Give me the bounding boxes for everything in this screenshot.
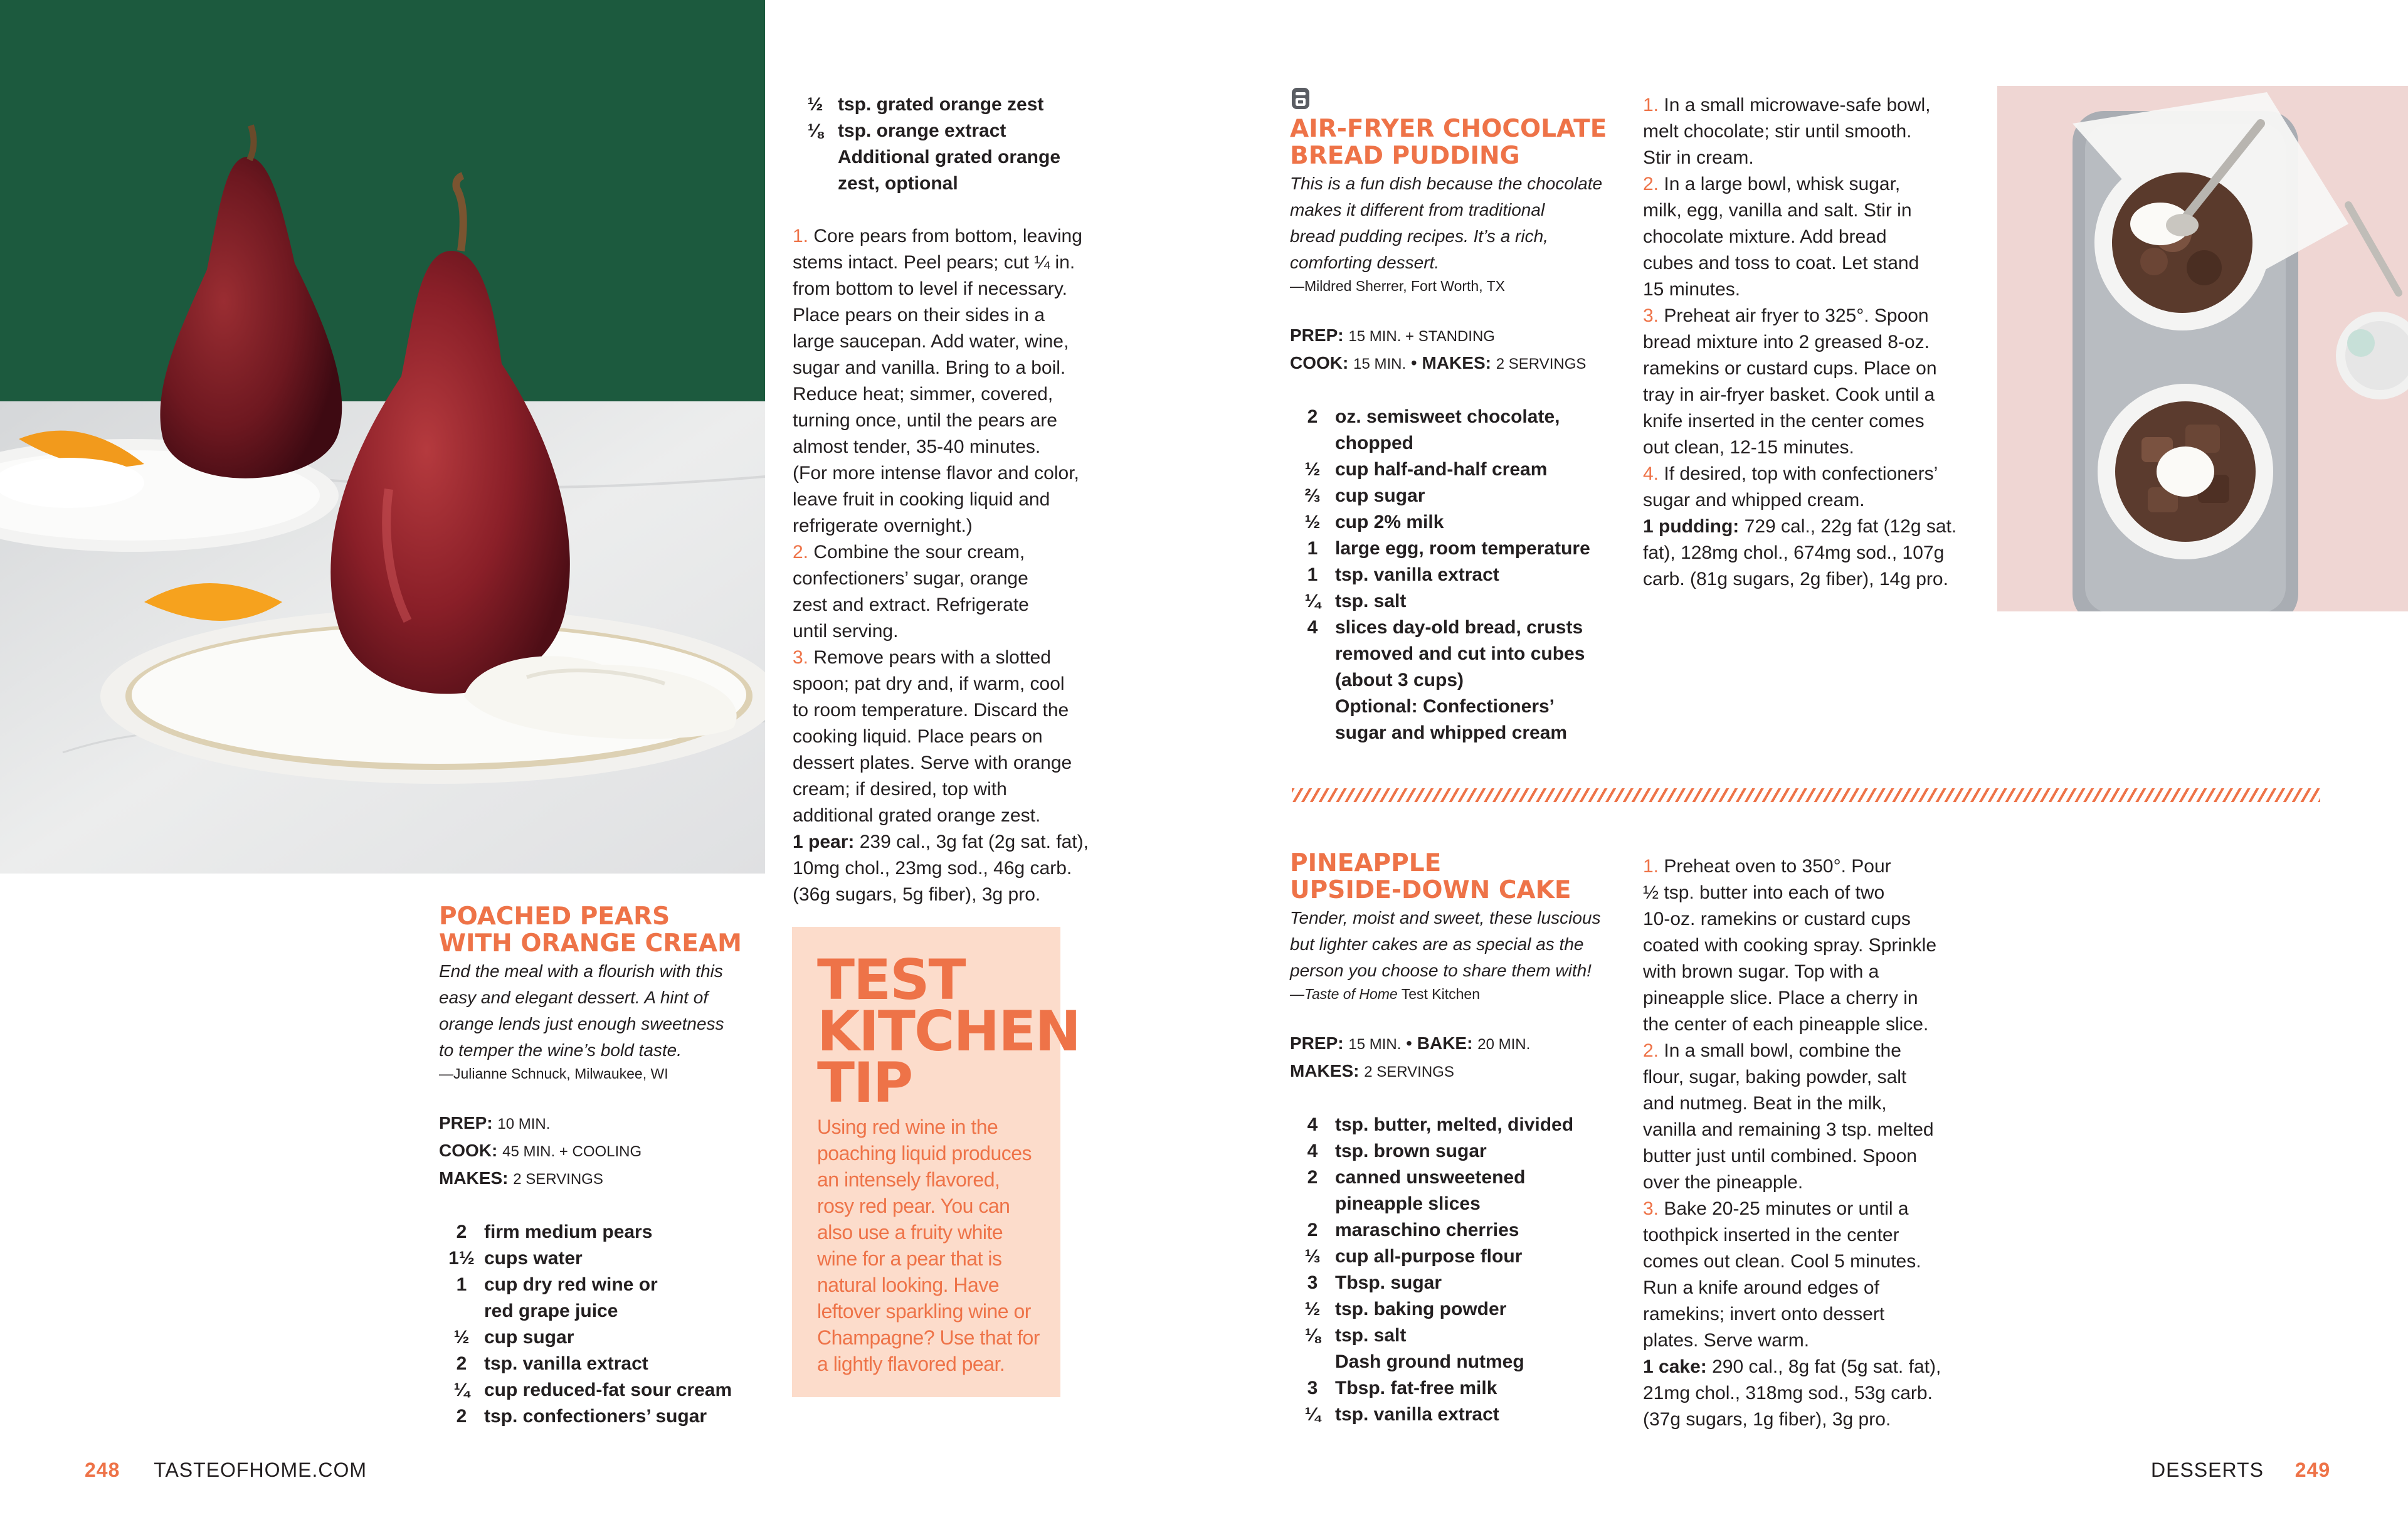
page-number: 248 <box>85 1459 120 1481</box>
nutrition-line: 1 pudding: 729 cal., 22g fat (12g sat. <box>1643 516 1957 537</box>
step-line: chocolate mixture. Add bread <box>1643 226 1887 247</box>
nutrition-line: 21mg chol., 318mg sod., 53g carb. <box>1643 1383 1933 1403</box>
step-line: bread mixture into 2 greased 8-oz. <box>1643 332 1930 352</box>
nutrition-label: 1 pudding: <box>1643 516 1740 537</box>
recipe-intro: End the meal with a flourish with this easy and elegant dessert. A hint of orange lends just enough sweetness to temper the wine’s bold taste. <box>439 961 724 1060</box>
bread-pudding-header <box>1290 115 1629 746</box>
ingredient-row: pineapple slices <box>1335 1193 1481 1214</box>
nutrition-label: 1 cake: <box>1643 1356 1707 1377</box>
right-page-footer <box>2151 1457 2330 1482</box>
ingredient-row: 2 maraschino cherries <box>1307 1220 1519 1240</box>
step-number: 1. <box>1643 95 1659 115</box>
recipe-byline: —Taste of Home Test Kitchen <box>1290 986 1480 1002</box>
ingredient-row: zest, optional <box>838 173 958 194</box>
step-line: cubes and toss to coat. Let stand <box>1643 253 1920 273</box>
recipe-times: PREP: 15 MIN. + STANDING COOK: 15 MIN. • MAKES: 2 SERVINGS <box>1290 325 1587 372</box>
recipe-byline: —Mildred Sherrer, Fort Worth, TX <box>1290 278 1505 294</box>
recipe-title: POACHED PEARS WITH ORANGE CREAM <box>439 902 742 958</box>
step-line: milk, egg, vanilla and salt. Stir in <box>1643 200 1912 221</box>
step-line: cream; if desired, top with <box>793 779 1007 800</box>
step-line: ½ tsp. butter into each of two <box>1643 882 1885 903</box>
step-line: 4. If desired, top with confectioners’ <box>1643 463 1938 484</box>
ingredient-row: 4 tsp. brown sugar <box>1307 1141 1487 1161</box>
step-number: 3. <box>793 647 809 668</box>
pears-ingredients-continued <box>793 92 1087 197</box>
ingredient-row: (about 3 cups) <box>1335 670 1464 690</box>
pears-recipe-header <box>439 903 765 1430</box>
ingredient-row: 1 large egg, room temperature <box>1307 538 1590 559</box>
tip-title: TEST KITCHEN TIP <box>817 948 1080 1115</box>
step-line: 1. Preheat oven to 350°. Pour <box>1643 856 1891 877</box>
tip-text: Using red wine in the poaching liquid produces an intensely flavored, rosy red pear. You can also use a fruity white wine for a pear that is natural looking. Have leftover sparkling wine or Champagne? Use that for a lightly flavored pear. <box>817 1116 1040 1375</box>
step-line: coated with cooking spray. Sprinkle <box>1643 935 1937 956</box>
step-line: 3. Preheat air fryer to 325°. Spoon <box>1643 305 1929 326</box>
step-number: 1. <box>793 226 809 246</box>
step-line: pineapple slice. Place a cherry in <box>1643 988 1918 1008</box>
nutrition-line: 10mg chol., 23mg sod., 46g carb. <box>793 858 1072 879</box>
step-line: over the pineapple. <box>1643 1172 1803 1193</box>
step-line: comes out clean. Cool 5 minutes. <box>1643 1251 1921 1272</box>
ingredient-row: Dash ground nutmeg <box>1335 1351 1524 1372</box>
step-line: until serving. <box>793 621 899 642</box>
step-line: the center of each pineapple slice. <box>1643 1014 1929 1035</box>
ingredient-row: ⅓ cup all-purpose flour <box>1304 1246 1523 1267</box>
step-line: stems intact. Peel pears; cut ¼ in. <box>793 252 1075 273</box>
nutrition-line: 1 cake: 290 cal., 8g fat (5g sat. fat), <box>1643 1356 1941 1377</box>
ingredient-row: chopped <box>1335 433 1413 453</box>
recipe-title: AIR-FRYER CHOCOLATE BREAD PUDDING <box>1290 115 1607 170</box>
ingredient-row: 2 canned unsweetened <box>1307 1167 1526 1188</box>
ingredient-row: Optional: Confectioners’ <box>1335 696 1555 717</box>
step-line: additional grated orange zest. <box>793 805 1041 826</box>
step-line: large saucepan. Add water, wine, <box>793 331 1069 352</box>
ingredient-row: ⅛ tsp. orange extract <box>807 120 1006 141</box>
bread-pudding-ingredients <box>1290 404 1629 746</box>
recipe-byline: —Julianne Schnuck, Milwaukee, WI <box>439 1065 668 1082</box>
nutrition-line: (37g sugars, 1g fiber), 3g pro. <box>1643 1409 1891 1430</box>
step-line: to room temperature. Discard the <box>793 700 1069 721</box>
ingredient-row: ½ tsp. baking powder <box>1304 1299 1507 1319</box>
left-page-footer <box>85 1457 367 1482</box>
step-line: Stir in cream. <box>1643 147 1754 168</box>
step-line: 2. In a large bowl, whisk sugar, <box>1643 174 1901 194</box>
step-line: 1. Core pears from bottom, leaving <box>793 226 1082 246</box>
pears-directions <box>793 223 1119 908</box>
ingredient-row: 4 slices day-old bread, crusts <box>1307 617 1583 638</box>
step-line: Run a knife around edges of <box>1643 1277 1879 1298</box>
step-number: 2. <box>1643 174 1659 194</box>
pineapple-cake-header <box>1290 850 1641 1428</box>
step-line: 3. Remove pears with a slotted <box>793 647 1051 668</box>
recipe-intro: Tender, moist and sweet, these luscious but lighter cakes are as special as the person you choose to share them with! <box>1290 908 1601 980</box>
recipe-divider <box>1292 788 2320 802</box>
recipe-times: PREP: 15 MIN. • BAKE: 20 MIN. MAKES: 2 SERVINGS <box>1290 1033 1531 1080</box>
ingredient-row: ⅔ cup sugar <box>1304 485 1425 506</box>
step-line: 2. Combine the sour cream, <box>793 542 1025 563</box>
ingredient-row: ½ tsp. grated orange zest <box>807 94 1044 115</box>
air-fryer-icon <box>1291 87 1311 110</box>
nutrition-label: 1 pear: <box>793 832 855 852</box>
page-number: 249 <box>2294 1459 2331 1481</box>
step-line: almost tender, 35-40 minutes. <box>793 436 1041 457</box>
step-line: cooking liquid. Place pears on <box>793 726 1043 747</box>
step-line: ramekins or custard cups. Place on <box>1643 358 1937 379</box>
step-line: Place pears on their sides in a <box>793 305 1045 325</box>
step-line: plates. Serve warm. <box>1643 1330 1810 1351</box>
step-line: 3. Bake 20-25 minutes or until a <box>1643 1198 1909 1219</box>
bread-pudding-directions <box>1643 92 1994 593</box>
step-line: from bottom to level if necessary. <box>793 278 1067 299</box>
step-line: ramekins; invert onto dessert <box>1643 1304 1885 1324</box>
poached-pears-illustration <box>0 0 765 874</box>
recipe-intro: This is a fun dish because the chocolate makes it different from traditional bread pudding recipes. It’s a rich, comforting dessert. <box>1290 174 1603 272</box>
step-line: out clean, 12-15 minutes. <box>1643 437 1854 458</box>
nutrition-line: carb. (81g sugars, 2g fiber), 14g pro. <box>1643 569 1948 589</box>
step-line: flour, sugar, baking powder, salt <box>1643 1067 1907 1087</box>
ingredient-row: 4 tsp. butter, melted, divided <box>1307 1114 1574 1135</box>
step-line: spoon; pat dry and, if warm, cool <box>793 673 1065 694</box>
website-label: TASTEOFHOME.COM <box>154 1459 367 1481</box>
step-line: 10-oz. ramekins or custard cups <box>1643 909 1911 929</box>
step-line: dessert plates. Serve with orange <box>793 753 1072 773</box>
pears-ingredients <box>439 1219 765 1430</box>
ingredient-row: 2 tsp. vanilla extract <box>456 1353 648 1374</box>
poached-pears-photo <box>0 0 765 874</box>
ingredient-row: removed and cut into cubes <box>1335 643 1585 664</box>
nutrition-line: (36g sugars, 5g fiber), 3g pro. <box>793 884 1041 905</box>
step-line: sugar and whipped cream. <box>1643 490 1865 510</box>
step-number: 2. <box>793 542 809 563</box>
ingredient-row: Additional grated orange <box>838 147 1061 167</box>
ingredient-row: 2 tsp. confectioners’ sugar <box>456 1406 707 1427</box>
step-line: butter just until combined. Spoon <box>1643 1146 1917 1166</box>
ingredient-row: 3 Tbsp. fat-free milk <box>1307 1378 1497 1398</box>
step-line: turning once, until the pears are <box>793 410 1057 431</box>
step-line: leave fruit in cooking liquid and <box>793 489 1050 510</box>
ingredient-row: ½ cup sugar <box>453 1327 574 1348</box>
step-number: 3. <box>1643 305 1659 326</box>
step-number: 3. <box>1643 1198 1659 1219</box>
ingredient-row: ½ cup 2% milk <box>1304 512 1444 532</box>
step-line: with brown sugar. Top with a <box>1643 961 1879 982</box>
ingredient-row: 1 tsp. vanilla extract <box>1307 564 1499 585</box>
step-number: 2. <box>1643 1040 1659 1061</box>
step-line: Reduce heat; simmer, covered, <box>793 384 1054 404</box>
pineapple-directions <box>1643 853 2019 1433</box>
step-line: toothpick inserted in the center <box>1643 1225 1899 1245</box>
ingredient-row: ⅛ tsp. salt <box>1304 1325 1407 1346</box>
ingredient-row: 2 firm medium pears <box>456 1222 653 1242</box>
step-line: melt chocolate; stir until smooth. <box>1643 121 1912 142</box>
pineapple-ingredients <box>1290 1112 1641 1428</box>
section-label: DESSERTS <box>2151 1459 2264 1481</box>
step-line: confectioners’ sugar, orange <box>793 568 1028 589</box>
step-line: knife inserted in the center comes <box>1643 411 1925 431</box>
step-line: tray in air-fryer basket. Cook until a <box>1643 384 1935 405</box>
bread-pudding-illustration <box>1997 86 2408 611</box>
ingredient-row: ¼ cup reduced-fat sour cream <box>453 1380 732 1400</box>
ingredient-row: 1½ cups water <box>448 1248 583 1269</box>
step-line: 15 minutes. <box>1643 279 1741 300</box>
nutrition-line: fat), 128mg chol., 674mg sod., 107g <box>1643 542 1945 563</box>
step-line: vanilla and remaining 3 tsp. melted <box>1643 1119 1934 1140</box>
recipe-title: PINEAPPLE UPSIDE-DOWN CAKE <box>1290 849 1571 904</box>
ingredient-row: 1 cup dry red wine or <box>456 1274 658 1295</box>
nutrition-line: 1 pear: 239 cal., 3g fat (2g sat. fat), <box>793 832 1089 852</box>
ingredient-row: ½ cup half-and-half cream <box>1304 459 1548 480</box>
ingredient-row: ¼ tsp. salt <box>1304 591 1407 611</box>
step-number: 4. <box>1643 463 1659 484</box>
bread-pudding-photo <box>1997 86 2408 611</box>
step-number: 1. <box>1643 856 1659 877</box>
ingredient-row: red grape juice <box>484 1301 618 1321</box>
step-line: zest and extract. Refrigerate <box>793 594 1029 615</box>
step-line: and nutmeg. Beat in the milk, <box>1643 1093 1887 1114</box>
step-line: 1. In a small microwave-safe bowl, <box>1643 95 1931 115</box>
step-line: sugar and vanilla. Bring to a boil. <box>793 357 1066 378</box>
ingredient-row: 2 oz. semisweet chocolate, <box>1307 406 1560 427</box>
test-kitchen-tip-box <box>792 927 1080 1397</box>
ingredient-row: ¼ tsp. vanilla extract <box>1304 1404 1499 1425</box>
step-line: refrigerate overnight.) <box>793 515 973 536</box>
ingredient-row: 3 Tbsp. sugar <box>1307 1272 1442 1293</box>
recipe-times: PREP: 10 MIN. COOK: 45 MIN. + COOLING MAKES: 2 SERVINGS <box>439 1113 642 1188</box>
step-line: (For more intense flavor and color, <box>793 463 1079 483</box>
step-line: 2. In a small bowl, combine the <box>1643 1040 1901 1061</box>
ingredient-row: sugar and whipped cream <box>1335 722 1568 743</box>
